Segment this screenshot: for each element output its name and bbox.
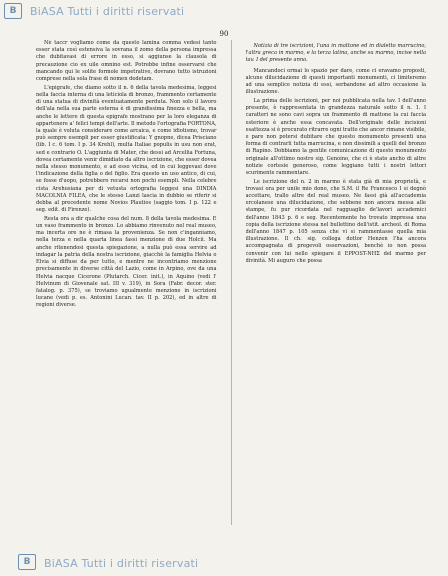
column-divider [231, 40, 232, 525]
watermark-text: BiASA Tutti i diritti riservati [44, 557, 199, 570]
watermark-top [0, 0, 448, 22]
paragraph: Le iscrizione del n. 2 in marmo è stata già di mia proprietà, e trovasi ora per unile mio dono, che S.M. il Re Francesco I si degnò accettare, trallo altre del real museo. Ne fassi già all'accademia ercolanese una dilucidazione, che sebbene non ancora messa alle stampe, fu pur ricordata nel ragguaglio de'lavori accademici dell'anno 1843 p. 6 e seg. Recentemente ho trovato impressa una copia della iscrizione stessa nel bullettino dell'istit. archeol. di Roma dell'anno 1847 p. 105 senza che vi si rammentasse quella mia illustrazione. Il ch. sig. collega dottor Henzen l'ha ancora accompagnata di pregevoli osservazioni, benchè io non possa convenir con lui nello spiegare il EPPOST-NHΣ del marmo per divinità. Mi auguro che possa [245, 178, 426, 264]
left-column [36, 40, 217, 525]
watermark-bottom [0, 546, 448, 576]
text-columns [36, 40, 426, 525]
right-column [246, 40, 427, 525]
paragraph: Resta ora a dir qualche cosa del num. 8 della tavola medesima. E un vaso frammento in bronzo. Lo abbiamo rinvenuto nel real museo, ma incerta ore ne è rimasa la provenienza. Se non c'inganniamo, nella terza e nella quarta linea fassi menzione di due Holcii. Ma anche ritenendosi questa spiegazione, a nulla può essa servire ad indagar la patria della nostra iscrizione, giacchè la famiglia Helvia o Elvia si diffuse da per tutto, e mentre ne incontriamo menzione precisamente in diverse città del Lazio, come in Arpino, ove da una Helvia nacque Cicerone (Plutarch. Cicer. init.), in Aquino (vedi l' Helvinum di Giovenale sat. III v. 319), in Sora (Fabr. decor. ster. fatalog. p. 375), se troviamo ugualmente menzione in iscrizioni lucane (vedi p. es. Antonini Lucan. tav. II p. 202), ed in altre di regioni diverse. [36, 215, 217, 309]
biasa-logo-icon: B [4, 3, 22, 19]
paragraph: L'epigrafe, che diamo sotto il n. 6 della tavola medesima, leggesi nella faccia interna di una leticiola di bronzo, frammento certamente di una statua di divinità eventuatamente perduta. Non solo il lavoro dell'ala nella sua parte esterna è di grandissima finezza e bella, ma anche le lettere di questa epigrafe mostrano per la loro eleganza di appartenere a' felici tempi dell'arte. Il metodo l'ortografia FORTONA, la quale è voluta considerare come arcaica, e come idiotismo, trovar può sempre esempli per esser giustificata: Y gnopne, dicea Prisciano (lib. I c. 6 tom. I p. 34 Krehl), multa Italiae populis in usu non erat, sed e contrario O. L'aggiunta di Mater, che dessi ad Arcellia Fortuna, dovea certamente venir dimidiato da altro iscrizione, che esser dovea nella stesso monumento, e ad esso vicina, ed in cui leggevasi dove l'indicazione della figlia o del figlio. Era questo un uso antico, di cui, se fosse d'uopo, potrebbero recarsi non pochi esempli. Nella celebre cista Arehusiana per di vetusta ortografia leggesi una DINDIA MACOLNIA FILEA, che le stesso Lanzi lascia in dubbio se riferir si debba al precedente nome Novios Plautios (saggio tom. I p. 122 e seg. edit. di Firenze). [36, 84, 217, 214]
paragraph: La prima delle iscrizioni, per noi pubblicata nella tav. I dell'anno presente, è rappresentata in grandezza naturale sotto il n. 1. I caratteri ne sono cavi sopra un frammento di mattone la cui faccia esteriore è anche essa concavata. Dell'originale delle incisioni esattezza si è procurato ritrarre ogni tratto che ancor rimane visibile, e pare non potersi dubitare che questo monumento presenti una forma di contrarli tutta marrucina, e non dissimili a quelli del bronzo di Rapino. Dobbiamo la gentile comunicazione di questo monumento originale all'ottimo nostro sig. Genoino, che ci è stato ancho di altre notizie cortesie generoso, come leggiano tutti i nostri lettori scurimente rammentare. [245, 97, 426, 176]
paragraph: Nè taccr vogliamo come da questo lamina comma vedesi tanto esser stata così estensiva la sovrana il zomo della persona impressa che dubitavasi di errore in esso, si aggiunse la clausola di precauzione cio ex uile omnino est. Potrebbe infine osservarsi che mancando qui le solite formole impetrative, dovrano tutto istruzioni comprese nella sola frase di nomen dedetam. [36, 40, 217, 83]
page-number: 90 [219, 30, 229, 38]
paragraph: Mancandoci ormai lo spazio per dare, come ci eravamo proposti, alcune dilucidazione di questi importanti monumenti, ci limiteremo ad una semplice notizia di essi, serbandone ad altro occasione la illustrazione. [245, 67, 426, 96]
biasa-logo-icon: B [18, 554, 36, 570]
section-heading: Notizia di tre iscrizioni, l'una in mattone ed in dialetto marrucino, l'altra greca in marmo, e la terza latina, anche su marmo, incise nella tav. I del presente anno. [245, 43, 426, 64]
watermark-text: BiASA Tutti i diritti riservati [30, 4, 185, 18]
